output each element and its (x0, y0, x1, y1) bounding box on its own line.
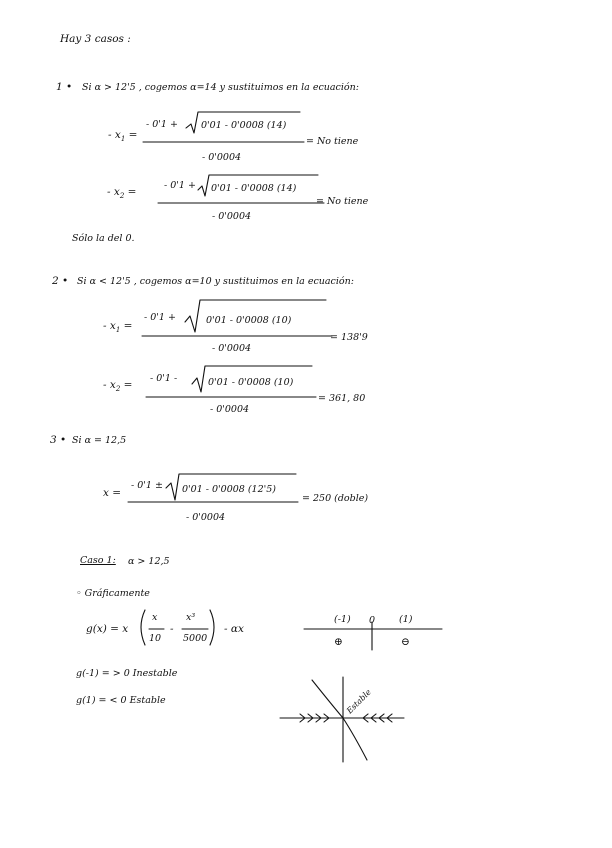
sign-label-pos1: (1) (399, 614, 413, 625)
case2-x2-num-left: - 0'1 - (150, 373, 178, 384)
case3-denominator: - 0'0004 (186, 512, 226, 523)
case3-num-left: - 0'1 ± (131, 480, 163, 491)
case1-x1-radicand: 0'01 - 0'0008 (14) (201, 120, 287, 131)
case1-x2-lhs: - $x_2$ = (107, 186, 137, 200)
case2-x1-radical-and-bar (142, 300, 332, 336)
case2-marker: 2 • (52, 275, 69, 287)
sign-value-positive: ⊕ (334, 636, 343, 648)
sign-value-negative: ⊖ (401, 636, 410, 648)
caso1-title: Caso 1: (80, 555, 116, 566)
case2-x2-denominator: - 0'0004 (210, 404, 250, 415)
case1-x2-num-left: - 0'1 + (164, 180, 196, 191)
caso1-condition: α > 12,5 (128, 556, 170, 567)
case2-x2-result: = 361, 80 (318, 393, 366, 404)
case2-heading: Si α < 12'5 , cogemos α=10 y sustituimos en la ecuación: (77, 276, 354, 287)
case1-x2-radicand: 0'01 - 0'0008 (14) (211, 183, 297, 194)
g-lhs: g(x) = x (86, 623, 129, 635)
g-parentheses-and-bars (141, 610, 214, 645)
case2-x2-lhs: - $x_2$ = (103, 379, 133, 393)
case1-x2-result: = No tiene (316, 196, 369, 207)
case2-x1-result: = 138'9 (330, 332, 368, 343)
phase-stable-label: Estable (345, 687, 373, 716)
g-at-neg1: g(-1) = > 0 Inestable (76, 668, 178, 679)
case3-radical-and-bar (128, 474, 298, 502)
case1-conclusion: Sólo la del 0. (72, 233, 135, 244)
sign-label-neg1: (-1) (334, 614, 351, 625)
case1-x2-radical-and-bar (158, 175, 324, 203)
case3-marker: 3 • (50, 434, 67, 446)
phase-diagram (280, 677, 404, 762)
sign-label-zero: 0 (369, 615, 376, 626)
case2-x1-radicand: 0'01 - 0'0008 (10) (206, 315, 292, 326)
phase-curve (312, 680, 367, 760)
g-frac1-den: 10 (149, 633, 162, 644)
case2-x1-num-left: - 0'1 + (144, 312, 176, 323)
case3-lhs: x = (103, 487, 122, 499)
case3-result: = 250 (doble) (302, 493, 369, 504)
g-frac1-num: x (152, 612, 158, 623)
g-frac2-num: x³ (186, 612, 196, 623)
g-tail: - αx (224, 623, 244, 635)
sign-table-lines (304, 622, 442, 650)
case2-x2-radical-and-bar (146, 366, 316, 397)
case1-x1-result: = No tiene (306, 136, 359, 147)
case2-x1-denominator: - 0'0004 (212, 343, 252, 354)
case1-heading: Si α > 12'5 , cogemos α=14 y sustituimos en la ecuación: (82, 82, 359, 93)
g-at-pos1: g(1) = < 0 Estable (76, 695, 166, 706)
case2-x2-radicand: 0'01 - 0'0008 (10) (208, 377, 294, 388)
case3-radicand: 0'01 - 0'0008 (12'5) (182, 484, 277, 495)
case1-marker: 1 • (56, 81, 73, 93)
case2-x1-lhs: - $x_1$ = (103, 320, 133, 334)
case1-x1-radical-and-bar (143, 112, 304, 142)
case1-x1-num-left: - 0'1 + (146, 119, 178, 130)
graph-label: ◦ Gráficamente (76, 588, 150, 599)
case1-x2-denominator: - 0'0004 (212, 211, 252, 222)
case1-x1-denominator: - 0'0004 (202, 152, 242, 163)
g-frac2-den: 5000 (183, 633, 208, 644)
case1-x1-lhs: - $x_1$ = (108, 129, 138, 143)
case3-heading: Si α = 12,5 (72, 435, 127, 446)
intro-text: Hay 3 casos : (60, 33, 131, 45)
g-minus: - (170, 623, 174, 635)
